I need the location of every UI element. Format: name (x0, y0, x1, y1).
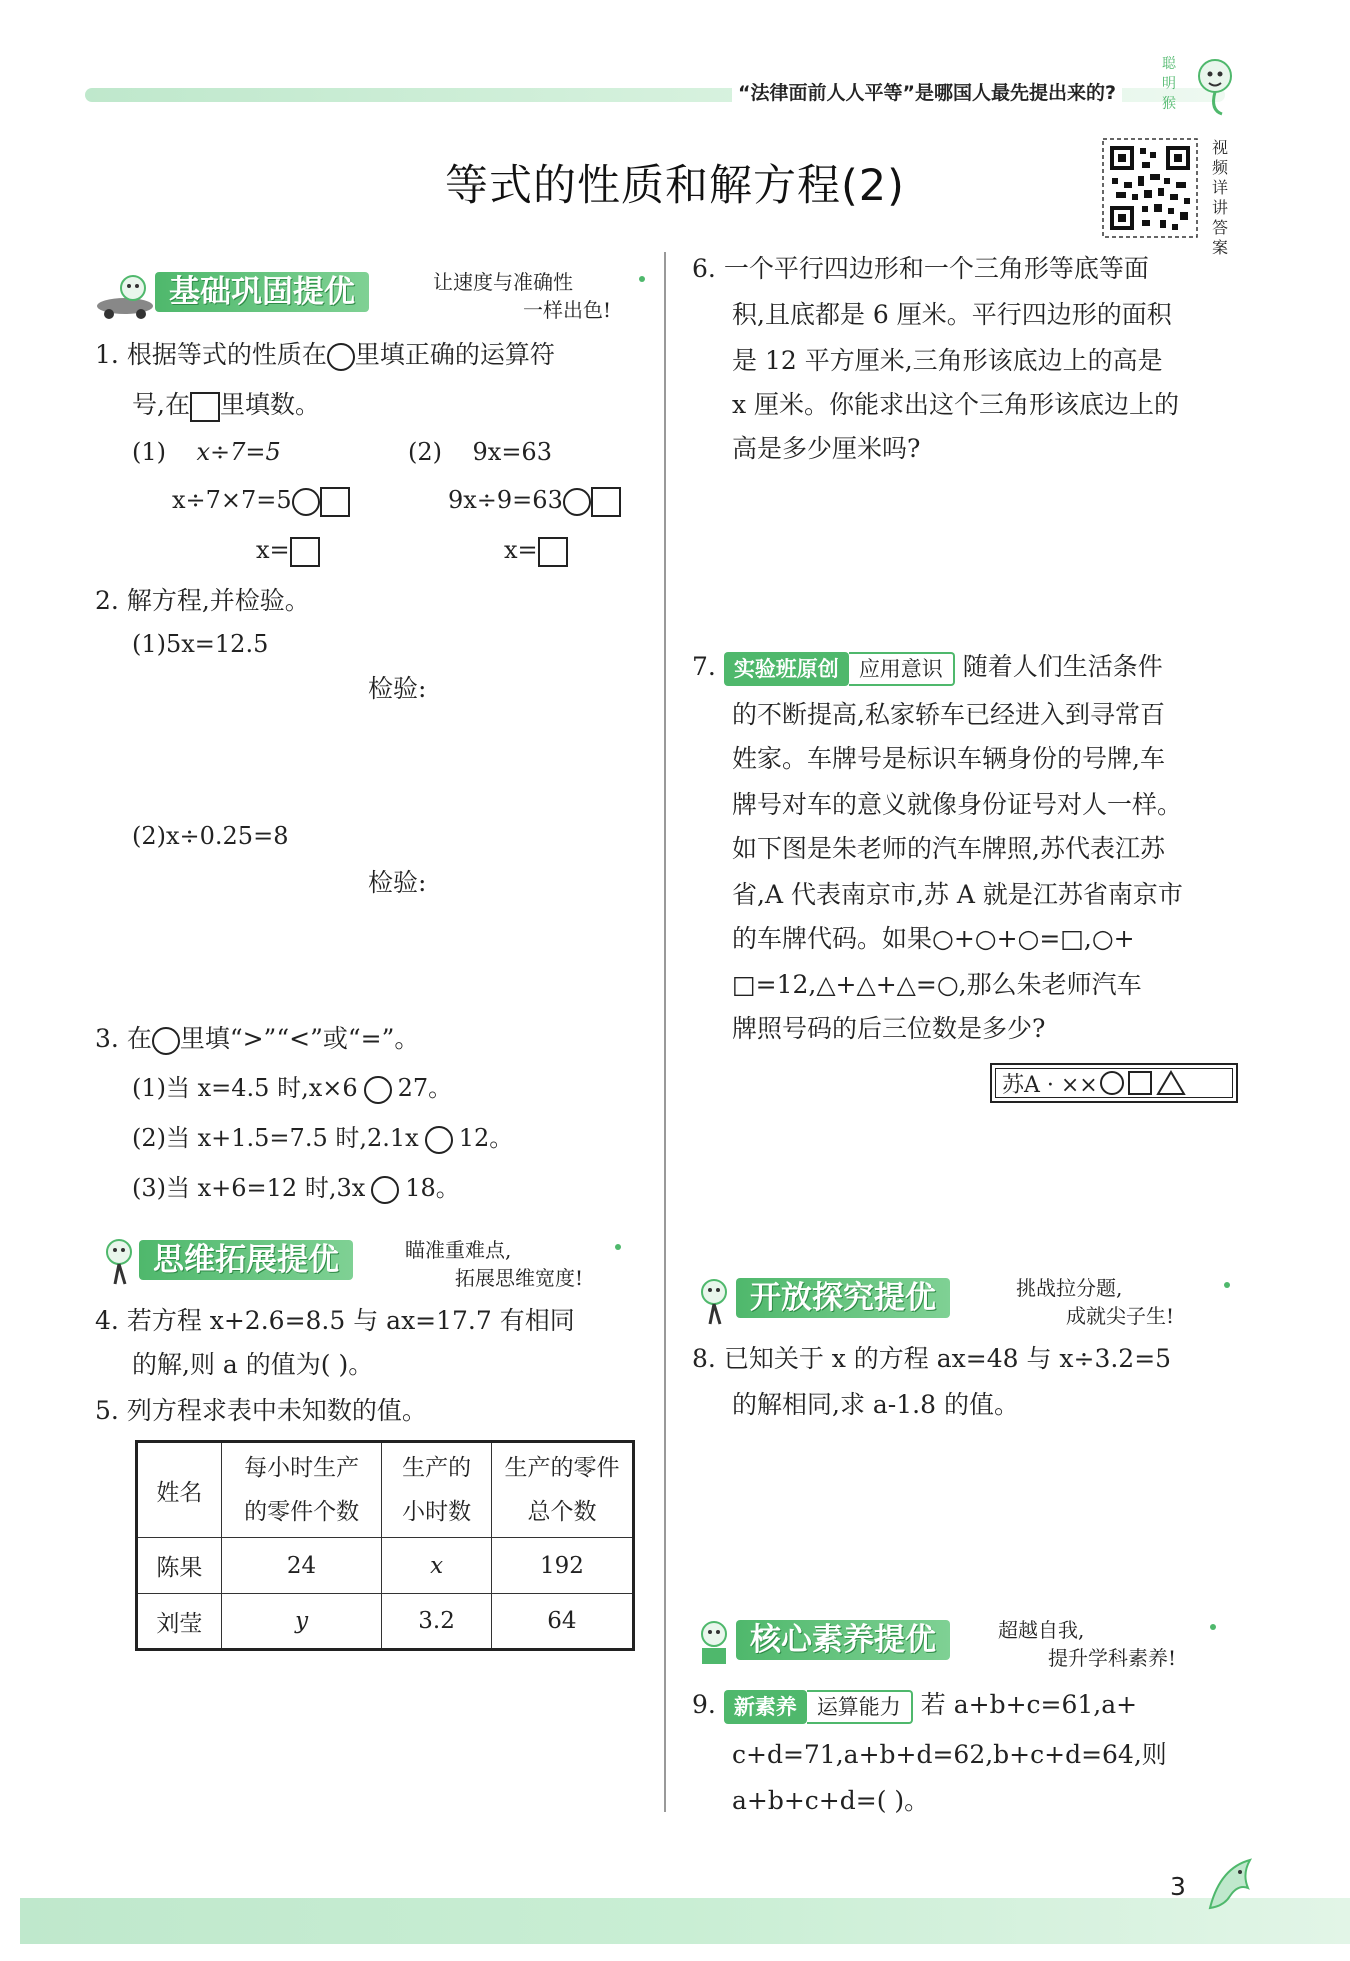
table-row (137, 1594, 634, 1650)
section-slogan-1: 瞄准重难点, (405, 1238, 512, 1262)
dolphin-icon (1190, 1848, 1270, 1928)
table-header-row (137, 1442, 634, 1538)
monkey-mascot-icon (1160, 48, 1240, 120)
q3-part-1: (1)当 x=4.5 时,x×6 27。 (132, 1074, 453, 1102)
q4-line-1: 4. 若方程 x+2.6=8.5 与 ax=17.7 有相同 (95, 1306, 575, 1335)
table-cell: 24 (221, 1538, 381, 1594)
table-row (137, 1538, 634, 1594)
q8-line-2: 的解相同,求 a-1.8 的值。 (732, 1390, 1019, 1419)
section-slogan-2: 一样出色! (523, 298, 612, 322)
section-label: 基础巩固提优 (155, 272, 369, 312)
plate-text: 苏A · ×× (1002, 1072, 1098, 1098)
tag-operation: 运算能力 (807, 1690, 913, 1724)
table-cell: 192 (491, 1538, 633, 1594)
circle-blank-icon (327, 343, 355, 371)
section-banner-basic (95, 266, 655, 322)
section-slogan-1: 超越自我, (998, 1618, 1085, 1642)
section-label: 开放探究提优 (736, 1278, 950, 1318)
section-label: 思维拓展提优 (139, 1240, 353, 1280)
q5-text: 5. 列方程求表中未知数的值。 (95, 1396, 427, 1425)
q1-line-1: 1. 根据等式的性质在 里填正确的运算符 (95, 340, 555, 369)
square-blank-icon (190, 392, 220, 422)
q7-line-6: 的车牌代码。如果○+○+○=□,○+ (732, 924, 1135, 953)
column-divider (664, 252, 666, 1812)
q7-line-3: 牌号对车的意义就像身份证号对人一样。 (732, 790, 1183, 819)
table-header-cell: 生产的零件 总个数 (491, 1442, 633, 1538)
q6-line-3: 是 12 平方厘米,三角形该底边上的高是 (732, 346, 1163, 375)
table-header-cell: 生产的 小时数 (382, 1442, 492, 1538)
q2-part-1: (1)5x=12.5 (132, 630, 269, 658)
svg-text:明: 明 (1162, 76, 1176, 92)
q1-step-2: 9x÷9=63 (448, 478, 621, 523)
header-question: “法律面前人人平等”是哪国人最先提出来的? (732, 78, 1122, 105)
q7-line-2: 姓家。车牌号是标识车辆身份的号牌,车 (732, 744, 1165, 773)
q1-answer-2: x= (504, 528, 568, 573)
triangle-shape-icon (1156, 1070, 1186, 1096)
q2-check-1: 检验: (368, 674, 427, 703)
qr-label: 视频详讲答案 (1212, 138, 1229, 257)
q1-part-1: (1) x÷7=5 (132, 438, 281, 466)
svg-text:聪: 聪 (1162, 56, 1176, 72)
section-slogan-2: 提升学科素养! (1048, 1646, 1177, 1670)
q1-step-1: x÷7×7=5 (172, 478, 350, 523)
q2-text: 2. 解方程,并检验。 (95, 586, 310, 615)
q6-line-4: x 厘米。你能求出这个三角形该底边上的 (732, 390, 1180, 419)
square-shape-icon (1128, 1071, 1152, 1095)
section-banner-core (692, 1614, 1252, 1670)
q3-part-3: (3)当 x+6=12 时,3x 18。 (132, 1174, 460, 1202)
q7-line-4: 如下图是朱老师的汽车牌照,苏代表江苏 (732, 834, 1165, 863)
q2-check-2: 检验: (368, 868, 427, 897)
section-slogan-1: 让速度与准确性 (433, 270, 573, 294)
q4-line-2: 的解,则 a 的值为( )。 (132, 1350, 374, 1379)
section-slogan-2: 拓展思维宽度! (455, 1266, 584, 1290)
section-banner-open (692, 1272, 1252, 1328)
q7-line-7: □=12,△+△+△=○,那么朱老师汽车 (732, 970, 1142, 999)
section-banner-thinking (95, 1234, 655, 1290)
q7-line-1: 的不断提高,私家轿车已经进入到寻常百 (732, 700, 1165, 729)
table-header-cell: 姓名 (137, 1442, 222, 1538)
q9-line-0: 9. 新素养 运算能力 若 a+b+c=61,a+ (692, 1682, 1137, 1727)
q6-line-5: 高是多少厘米吗? (732, 434, 921, 463)
table-cell: x (382, 1538, 492, 1594)
q1-part-2: (2) 9x=63 (408, 438, 552, 466)
tag-original: 实验班原创 (724, 652, 849, 686)
q8-line-1: 8. 已知关于 x 的方程 ax=48 与 x÷3.2=5 (692, 1344, 1172, 1373)
table-header-cell: 每小时生产 的零件个数 (221, 1442, 381, 1538)
table-cell: 64 (491, 1594, 633, 1650)
q7-line-5: 省,A 代表南京市,苏 A 就是江苏省南京市 (732, 880, 1183, 909)
q1-line-2: 号,在 里填数。 (132, 382, 320, 427)
q6-line-2: 积,且底都是 6 厘米。平行四边形的面积 (732, 300, 1172, 329)
svg-text:猴: 猴 (1162, 96, 1176, 112)
qr-code-icon (1102, 138, 1198, 238)
footer-band (20, 1898, 1350, 1944)
table-cell: 刘莹 (137, 1594, 222, 1650)
table-cell: y (221, 1594, 381, 1650)
page-number: 3 (1170, 1872, 1186, 1901)
q3-part-2: (2)当 x+1.5=7.5 时,2.1x 12。 (132, 1124, 514, 1152)
monkey-on-skateboard-icon (95, 266, 161, 322)
circle-shape-icon (1100, 1071, 1124, 1095)
q1-answer-1: x= (256, 528, 320, 573)
q7-line-0: 7. 实验班原创 应用意识 随着人们生活条件 (692, 644, 1163, 689)
data-table (135, 1440, 635, 1651)
section-slogan-1: 挑战拉分题, (1016, 1276, 1123, 1300)
q9-line-2: a+b+c+d=( )。 (732, 1786, 930, 1815)
section-slogan-2: 成就尖子生! (1066, 1304, 1175, 1328)
q6-line-1: 6. 一个平行四边形和一个三角形等底等面 (692, 254, 1149, 283)
section-label: 核心素养提优 (736, 1620, 950, 1660)
page-title: 等式的性质和解方程(2) (445, 161, 905, 211)
q2-part-2: (2)x÷0.25=8 (132, 822, 289, 850)
q7-line-8: 牌照号码的后三位数是多少? (732, 1014, 1046, 1043)
q3-text: 3. 在 里填“>”“<”或“=”。 (95, 1024, 420, 1053)
tag-application: 应用意识 (849, 652, 955, 686)
table-cell: 陈果 (137, 1538, 222, 1594)
q9-line-1: c+d=71,a+b+d=62,b+c+d=64,则 (732, 1740, 1167, 1769)
license-plate (990, 1063, 1238, 1103)
table-cell: 3.2 (382, 1594, 492, 1650)
tag-new-literacy: 新素养 (724, 1690, 807, 1724)
